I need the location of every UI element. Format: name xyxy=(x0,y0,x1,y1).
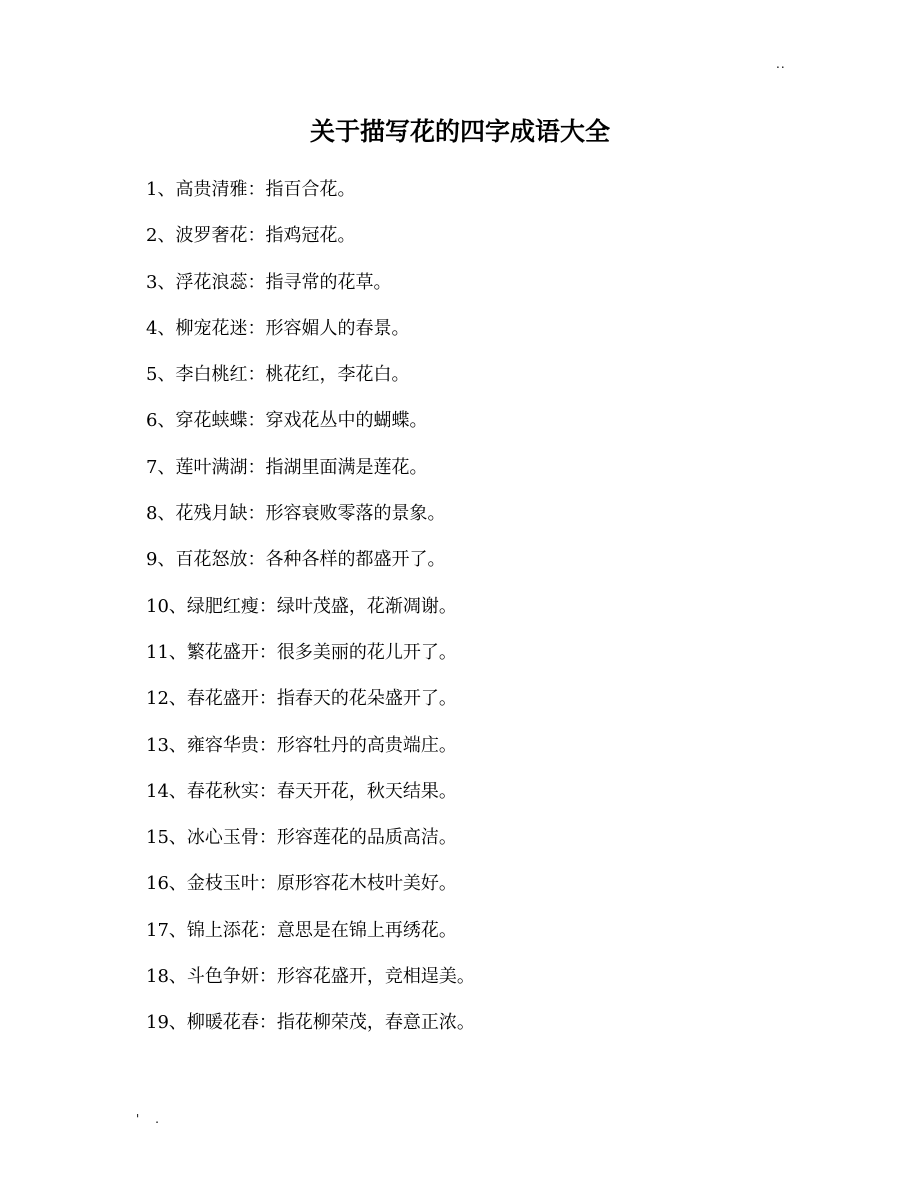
list-item: 18、斗色争妍：形容花盛开，竞相逞美。 xyxy=(146,966,475,988)
list-item: 9、百花怒放：各种各样的都盛开了。 xyxy=(146,549,446,571)
list-item: 7、莲叶满湖：指湖里面满是莲花。 xyxy=(146,456,428,478)
list-item: 14、春花秋实：春天开花，秋天结果。 xyxy=(146,780,457,802)
list-item: 13、雍容华贵：形容牡丹的高贵端庄。 xyxy=(146,734,457,756)
footer-mark: ' . xyxy=(136,1112,165,1126)
list-item: 4、柳宠花迷：形容媚人的春景。 xyxy=(146,317,410,339)
list-item: 11、繁花盛开：很多美丽的花儿开了。 xyxy=(146,641,457,663)
page-title: 关于描写花的四字成语大全 xyxy=(309,117,610,146)
header-mark: .. xyxy=(776,57,786,71)
list-item: 15、冰心玉骨：形容莲花的品质高洁。 xyxy=(146,827,457,849)
list-item: 5、李白桃红：桃花红，李花白。 xyxy=(146,364,410,386)
list-item: 16、金枝玉叶：原形容花木枝叶美好。 xyxy=(146,873,457,895)
list-item: 17、锦上添花：意思是在锦上再绣花。 xyxy=(146,919,457,941)
list-item: 2、波罗奢花：指鸡冠花。 xyxy=(146,225,356,247)
idiom-list xyxy=(146,175,475,1055)
list-item: 1、高贵清雅：指百合花。 xyxy=(146,179,356,200)
list-item: 3、浮花浪蕊：指寻常的花草。 xyxy=(146,271,392,293)
list-item: 19、柳暖花春：指花柳荣茂，春意正浓。 xyxy=(146,1012,475,1034)
list-item: 12、春花盛开：指春天的花朵盛开了。 xyxy=(146,688,457,710)
list-item: 6、穿花蛱蝶：穿戏花丛中的蝴蝶。 xyxy=(146,410,428,432)
list-item: 10、绿肥红瘦：绿叶茂盛，花渐凋谢。 xyxy=(146,595,457,617)
list-item: 8、花残月缺：形容衰败零落的景象。 xyxy=(146,503,446,525)
